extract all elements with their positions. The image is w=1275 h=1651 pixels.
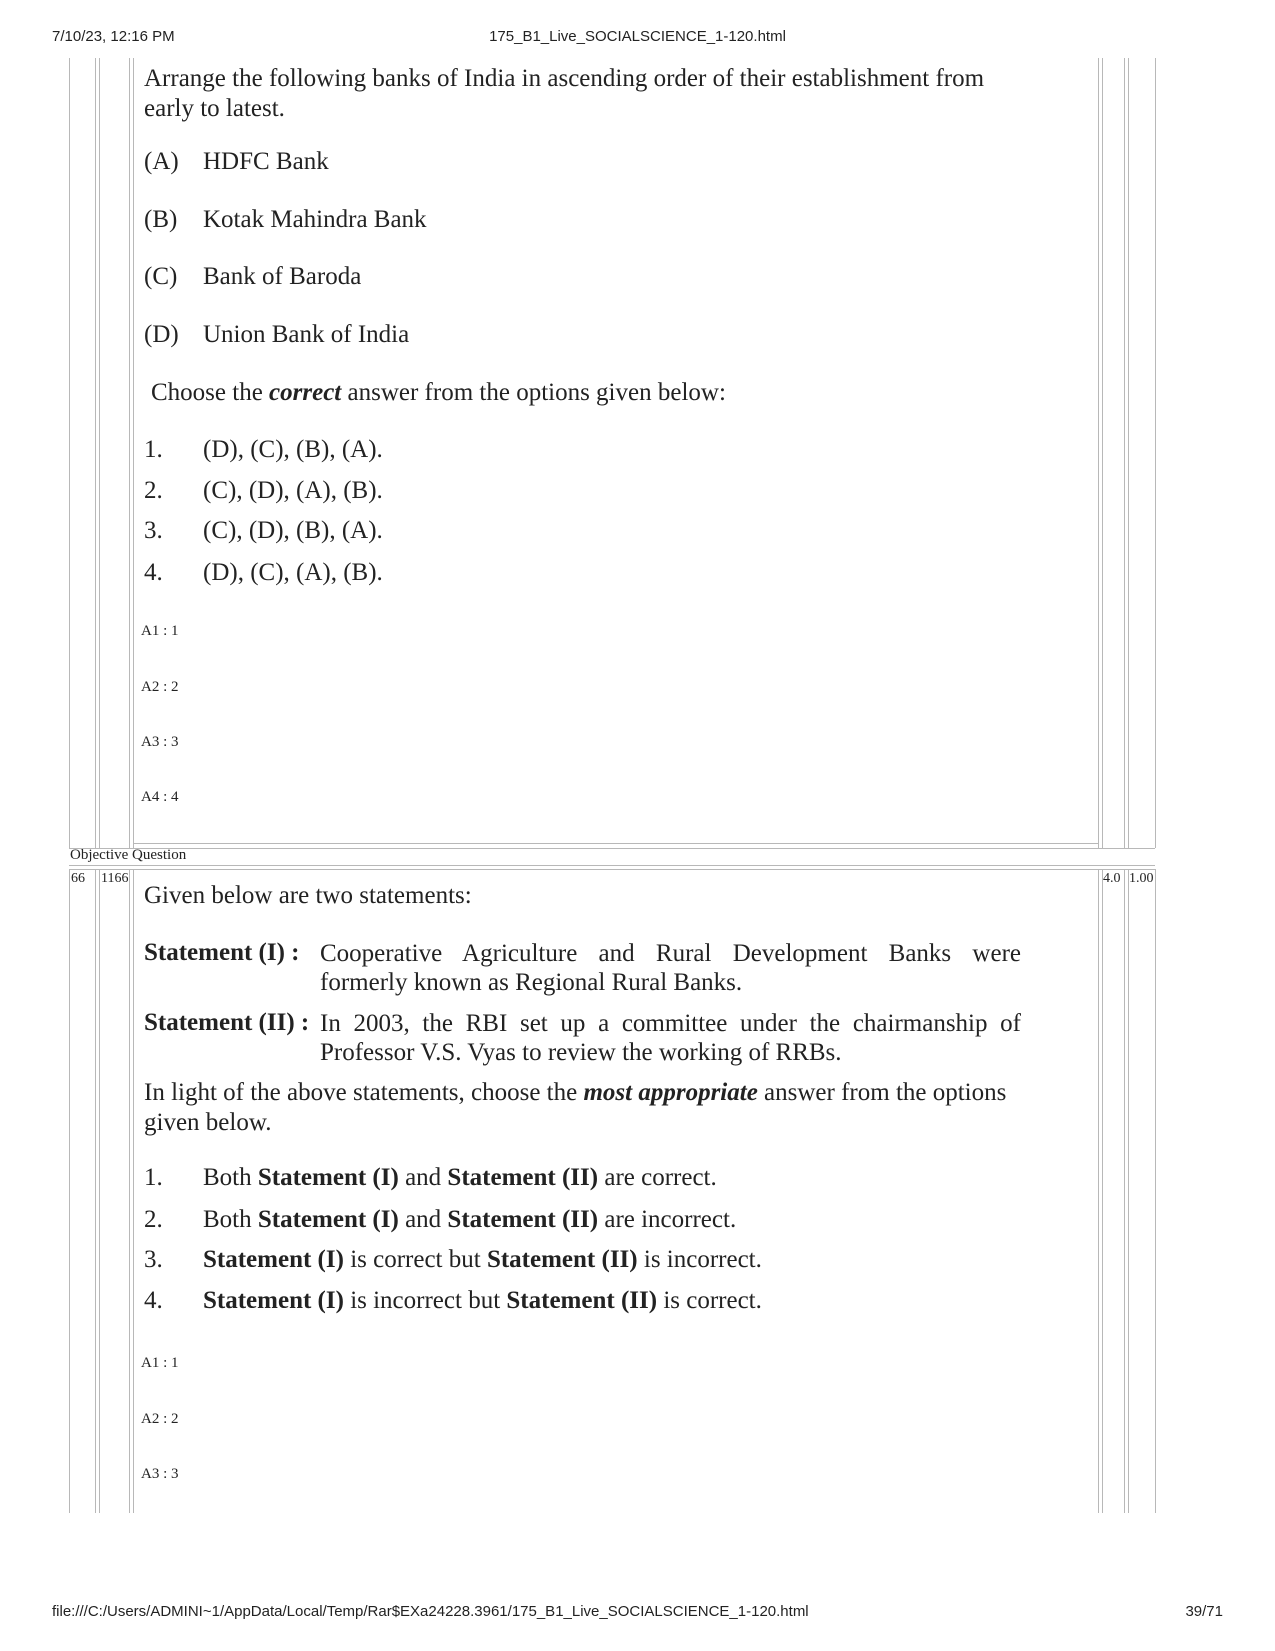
table-border	[69, 865, 1155, 866]
table-border	[1128, 58, 1129, 848]
question-stem-line: Arrange the following banks of India in ascending order of their establishment from	[144, 65, 985, 92]
option-text	[203, 1206, 736, 1234]
light-instruction	[144, 1078, 1044, 1138]
statement-line: formerly known as Regional Rural Banks.	[320, 969, 743, 996]
print-title: 175_B1_Live_SOCIALSCIENCE_1-120.html	[489, 28, 786, 45]
option-bold: Statement (II)	[447, 1164, 599, 1191]
question-stem-line: early to latest.	[144, 95, 285, 122]
answer-key: A2 : 2	[141, 679, 179, 695]
item-text: HDFC Bank	[203, 148, 329, 175]
answer-key: A3 : 3	[141, 734, 179, 750]
table-border	[1102, 58, 1103, 848]
answer-key: A1 : 1	[141, 1355, 179, 1371]
option-part: is correct but	[343, 1246, 487, 1273]
table-border	[129, 869, 130, 1513]
option-bold: Statement (II)	[447, 1206, 599, 1233]
question-intro: Given below are two statements:	[144, 882, 472, 909]
item-letter: (A)	[144, 148, 179, 175]
table-border	[1124, 869, 1125, 1513]
light-line: given below.	[144, 1109, 272, 1136]
option-text: (D), (C), (B), (A).	[203, 436, 383, 463]
statement-1-label: Statement (I) :	[144, 939, 300, 966]
option-part: are incorrect.	[598, 1206, 737, 1233]
option-number: 3.	[144, 1246, 163, 1273]
choose-text: answer from the options given below:	[341, 379, 726, 406]
option-text: (C), (D), (B), (A).	[203, 517, 383, 544]
print-header	[52, 28, 1223, 50]
table-border	[69, 869, 70, 1513]
option-bold: Statement (I)	[203, 1287, 344, 1314]
table-border	[95, 58, 96, 848]
option-number: 2.	[144, 477, 163, 504]
table-border	[99, 869, 100, 1513]
option-number: 3.	[144, 517, 163, 544]
light-emphasis: most appropriate	[583, 1079, 758, 1106]
table-border	[69, 869, 1155, 870]
light-line	[144, 1078, 1044, 1108]
table-border	[1098, 869, 1099, 1513]
option-part: and	[398, 1206, 448, 1233]
option-text	[203, 1246, 762, 1274]
option-bold: Statement (I)	[257, 1164, 399, 1191]
item-text: Union Bank of India	[203, 321, 410, 348]
file-path: file:///C:/Users/ADMINI~1/AppData/Local/Temp/Rar$EXa24228.3961/175_B1_Live_SOCIALSCIENCE_1-120.html	[52, 1603, 809, 1620]
statement-line: Cooperative Agriculture and Rural Development Banks were	[320, 940, 1021, 967]
table-border	[133, 843, 1098, 844]
table-border	[69, 848, 1155, 849]
option-bold: Statement (II)	[506, 1287, 658, 1314]
option-part: are correct.	[598, 1164, 717, 1191]
question-marks: 4.0	[1103, 871, 1121, 886]
question-stem	[144, 64, 1044, 124]
print-datetime: 7/10/23, 12:16 PM	[52, 28, 175, 45]
light-text: In light of the above statements, choose the	[144, 1079, 584, 1106]
table-border	[99, 58, 100, 848]
answer-key: A3 : 3	[141, 1466, 179, 1482]
item-letter: (D)	[144, 321, 179, 348]
item-text: Bank of Baroda	[203, 263, 362, 290]
option-bold: Statement (I)	[203, 1246, 344, 1273]
table-border	[133, 869, 134, 1513]
statement-line: Professor V.S. Vyas to review the working of RRBs.	[320, 1039, 842, 1066]
option-number: 1.	[144, 1164, 163, 1191]
option-text	[203, 1164, 717, 1192]
item-letter: (B)	[144, 206, 178, 233]
page-number: 39/71	[1185, 1603, 1223, 1620]
option-number: 4.	[144, 1287, 163, 1314]
option-part: and	[398, 1164, 448, 1191]
statement-1-text	[320, 939, 1021, 997]
table-border	[1102, 869, 1103, 1513]
choose-text: Choose the	[151, 379, 270, 406]
option-text	[203, 1287, 762, 1315]
option-bold: Statement (I)	[257, 1206, 399, 1233]
option-text: (D), (C), (A), (B).	[203, 559, 383, 586]
table-border	[129, 58, 130, 848]
table-border	[133, 58, 134, 848]
question-type-label: Objective Question	[70, 847, 187, 863]
item-text: Kotak Mahindra Bank	[203, 206, 427, 233]
question-negative-marks: 1.00	[1129, 871, 1154, 886]
table-border	[1155, 869, 1156, 1513]
table-border	[69, 58, 70, 848]
answer-key: A4 : 4	[141, 789, 179, 805]
table-border	[1128, 869, 1129, 1513]
question-id: 1166	[101, 871, 129, 886]
option-number: 1.	[144, 436, 163, 463]
option-part: Both	[203, 1164, 258, 1191]
option-part: is incorrect but	[343, 1287, 507, 1314]
statement-line: In 2003, the RBI set up a committee under the chairmanship of	[320, 1010, 1021, 1037]
option-number: 2.	[144, 1206, 163, 1233]
option-part: Both	[203, 1206, 258, 1233]
choose-emphasis: correct	[269, 379, 342, 406]
table-border	[1124, 58, 1125, 848]
statement-2-text	[320, 1009, 1021, 1067]
table-border	[1098, 58, 1099, 848]
light-text: answer from the options	[757, 1079, 1007, 1106]
choose-instruction	[151, 378, 726, 408]
option-part: is correct.	[657, 1287, 762, 1314]
item-letter: (C)	[144, 263, 178, 290]
option-bold: Statement (II)	[486, 1246, 638, 1273]
option-part: is incorrect.	[637, 1246, 762, 1273]
table-border	[95, 869, 96, 1513]
table-border	[1155, 58, 1156, 848]
question-serial: 66	[71, 871, 85, 886]
answer-key: A2 : 2	[141, 1411, 179, 1427]
print-footer	[52, 1603, 1223, 1625]
answer-key: A1 : 1	[141, 623, 179, 639]
option-text: (C), (D), (A), (B).	[203, 477, 383, 504]
option-number: 4.	[144, 559, 163, 586]
statement-2-label: Statement (II) :	[144, 1009, 310, 1036]
